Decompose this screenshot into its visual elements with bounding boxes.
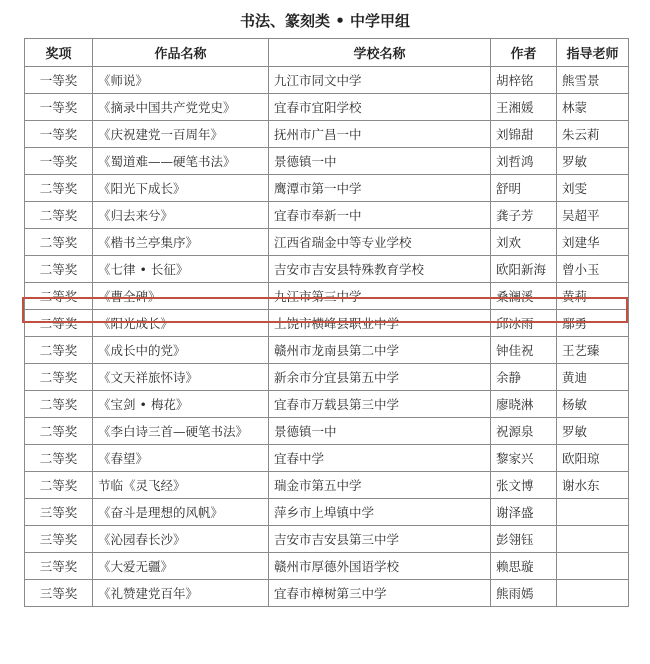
cell-school: 景德镇一中 [269, 418, 491, 445]
cell-author: 钟佳祝 [491, 337, 557, 364]
cell-school: 宜春市樟树第三中学 [269, 580, 491, 607]
table-row [25, 148, 629, 175]
cell-award: 三等奖 [25, 580, 93, 607]
cell-school: 九江市第三中学 [269, 283, 491, 310]
table-row [25, 526, 629, 553]
cell-school: 鹰潭市第一中学 [269, 175, 491, 202]
cell-school: 宜春市奉新一中 [269, 202, 491, 229]
cell-work: 《成长中的党》 [93, 337, 269, 364]
table-row [25, 580, 629, 607]
table-row [25, 283, 629, 310]
cell-award: 一等奖 [25, 67, 93, 94]
cell-teacher: 杨敏 [557, 391, 629, 418]
cell-award: 二等奖 [25, 337, 93, 364]
cell-author: 廖晓淋 [491, 391, 557, 418]
table-row [25, 364, 629, 391]
cell-author: 谢泽盛 [491, 499, 557, 526]
cell-teacher: 罗敏 [557, 148, 629, 175]
cell-award: 二等奖 [25, 229, 93, 256]
header-school: 学校名称 [269, 39, 491, 67]
cell-teacher: 黄莉 [557, 283, 629, 310]
cell-author: 赖思璇 [491, 553, 557, 580]
cell-teacher: 刘雯 [557, 175, 629, 202]
cell-work: 《沁园春长沙》 [93, 526, 269, 553]
cell-award: 二等奖 [25, 175, 93, 202]
cell-teacher: 刘建华 [557, 229, 629, 256]
cell-teacher: 王艺臻 [557, 337, 629, 364]
cell-teacher: 林蒙 [557, 94, 629, 121]
cell-award: 二等奖 [25, 445, 93, 472]
cell-school: 上饶市横峰县职业中学 [269, 310, 491, 337]
cell-award: 二等奖 [25, 283, 93, 310]
table-row [25, 553, 629, 580]
cell-work: 《阳光下成长》 [93, 175, 269, 202]
cell-work: 《楷书兰亭集序》 [93, 229, 269, 256]
table-row [25, 310, 629, 337]
header-work: 作品名称 [93, 39, 269, 67]
cell-author: 欧阳新海 [491, 256, 557, 283]
cell-school: 吉安市吉安县第三中学 [269, 526, 491, 553]
cell-author: 王湘媛 [491, 94, 557, 121]
table-row [25, 121, 629, 148]
cell-school: 景德镇一中 [269, 148, 491, 175]
cell-award: 二等奖 [25, 472, 93, 499]
cell-school: 新余市分宜县第五中学 [269, 364, 491, 391]
table-row [25, 337, 629, 364]
cell-award: 一等奖 [25, 121, 93, 148]
cell-school: 九江市同文中学 [269, 67, 491, 94]
cell-author: 桑澜溪 [491, 283, 557, 310]
cell-teacher: 曾小玉 [557, 256, 629, 283]
cell-award: 二等奖 [25, 364, 93, 391]
table-row [25, 499, 629, 526]
cell-teacher [557, 526, 629, 553]
table-row [25, 445, 629, 472]
cell-teacher: 朱云莉 [557, 121, 629, 148]
cell-award: 一等奖 [25, 94, 93, 121]
cell-award: 二等奖 [25, 202, 93, 229]
cell-work: 节临《灵飞经》 [93, 472, 269, 499]
cell-school: 吉安市吉安县特殊教育学校 [269, 256, 491, 283]
header-award: 奖项 [25, 39, 93, 67]
table-header-row [25, 39, 629, 67]
cell-award: 三等奖 [25, 553, 93, 580]
cell-school: 抚州市广昌一中 [269, 121, 491, 148]
cell-award: 二等奖 [25, 256, 93, 283]
cell-award: 二等奖 [25, 391, 93, 418]
cell-teacher: 谢水东 [557, 472, 629, 499]
cell-work: 《春望》 [93, 445, 269, 472]
cell-award: 三等奖 [25, 526, 93, 553]
cell-school: 赣州市龙南县第二中学 [269, 337, 491, 364]
cell-school: 宜春市万载县第三中学 [269, 391, 491, 418]
cell-author: 刘欢 [491, 229, 557, 256]
table-row [25, 391, 629, 418]
table-title: 书法、篆刻类 • 中学甲组 [239, 12, 411, 30]
cell-award: 二等奖 [25, 310, 93, 337]
cell-work: 《李白诗三首—硬笔书法》 [93, 418, 269, 445]
cell-school: 萍乡市上埠镇中学 [269, 499, 491, 526]
cell-author: 邱冰雨 [491, 310, 557, 337]
cell-school: 宜春中学 [269, 445, 491, 472]
table-row [25, 418, 629, 445]
cell-school: 宜春市宜阳学校 [269, 94, 491, 121]
cell-work: 《蜀道难——硬笔书法》 [93, 148, 269, 175]
cell-award: 二等奖 [25, 418, 93, 445]
cell-teacher: 熊雪景 [557, 67, 629, 94]
cell-school: 江西省瑞金中等专业学校 [269, 229, 491, 256]
cell-teacher: 黄迪 [557, 364, 629, 391]
awards-table [24, 38, 629, 607]
table-row [25, 229, 629, 256]
cell-teacher: 欧阳琼 [557, 445, 629, 472]
cell-teacher [557, 580, 629, 607]
cell-award: 三等奖 [25, 499, 93, 526]
header-teacher: 指导老师 [557, 39, 629, 67]
table-row [25, 175, 629, 202]
cell-author: 祝源泉 [491, 418, 557, 445]
cell-teacher [557, 499, 629, 526]
cell-work: 《奋斗是理想的风帆》 [93, 499, 269, 526]
cell-author: 余静 [491, 364, 557, 391]
cell-work: 《曹全碑》 [93, 283, 269, 310]
cell-author: 胡梓铭 [491, 67, 557, 94]
cell-author: 黎家兴 [491, 445, 557, 472]
table-row [25, 256, 629, 283]
cell-work: 《礼赞建党百年》 [93, 580, 269, 607]
cell-work: 《摘录中国共产党党史》 [93, 94, 269, 121]
cell-teacher: 罗敏 [557, 418, 629, 445]
table-row [25, 472, 629, 499]
cell-award: 一等奖 [25, 148, 93, 175]
cell-school: 赣州市厚德外国语学校 [269, 553, 491, 580]
cell-work: 《大爱无疆》 [93, 553, 269, 580]
table-row [25, 202, 629, 229]
cell-work: 《阳光成长》 [93, 310, 269, 337]
cell-teacher [557, 553, 629, 580]
cell-work: 《宝剑 • 梅花》 [93, 391, 269, 418]
cell-work: 《庆祝建党一百周年》 [93, 121, 269, 148]
cell-author: 张文博 [491, 472, 557, 499]
cell-teacher: 鄢勇 [557, 310, 629, 337]
cell-author: 熊雨嫣 [491, 580, 557, 607]
cell-author: 舒明 [491, 175, 557, 202]
table-row [25, 67, 629, 94]
table-row [25, 94, 629, 121]
cell-school: 瑞金市第五中学 [269, 472, 491, 499]
cell-author: 刘锦甜 [491, 121, 557, 148]
header-author: 作者 [491, 39, 557, 67]
cell-work: 《师说》 [93, 67, 269, 94]
cell-author: 彭翎钰 [491, 526, 557, 553]
cell-author: 刘哲鸿 [491, 148, 557, 175]
cell-author: 龚子芳 [491, 202, 557, 229]
cell-work: 《七律 • 长征》 [93, 256, 269, 283]
cell-teacher: 吴超平 [557, 202, 629, 229]
cell-work: 《文天祥旅怀诗》 [93, 364, 269, 391]
cell-work: 《归去来兮》 [93, 202, 269, 229]
